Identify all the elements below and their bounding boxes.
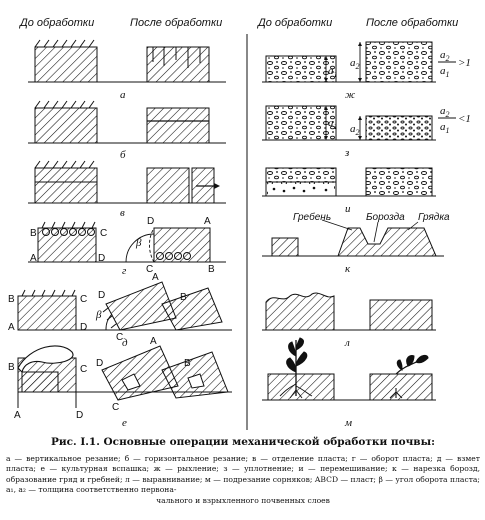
ratio-num-z: $a_2$ (440, 105, 450, 119)
point-c-e2: C (112, 402, 120, 413)
point-d-e2: D (96, 358, 104, 369)
point-b-d2: B (180, 292, 187, 303)
point-b-g: B (30, 228, 37, 239)
ratio-den-z: $a_1$ (440, 121, 450, 135)
caption-title: Рис. I.1. Основные операции механической обработки почвы: (50, 436, 436, 448)
panel-b (28, 101, 226, 161)
a1-label-zh: $a_1$ (328, 65, 338, 79)
panel-label-m: м (345, 417, 353, 429)
point-b-e2: B (184, 358, 191, 369)
panel-m (262, 338, 436, 429)
point-b-d: B (8, 294, 15, 305)
point-c-d: C (80, 294, 88, 305)
point-b-g2: B (208, 264, 215, 275)
panel-g (28, 216, 226, 277)
point-a-d: A (8, 322, 15, 333)
point-c-g2: C (146, 264, 154, 275)
caption-legend (6, 454, 480, 506)
panel-v (28, 161, 226, 219)
header-left-before: До обработки (20, 17, 95, 29)
point-d-e1: D (76, 410, 84, 421)
beta-g: β (136, 237, 142, 249)
point-a-g2: A (204, 216, 211, 227)
point-d-d1: D (80, 322, 88, 333)
a2-label-z: $a_2$ (350, 123, 360, 137)
panel-label-a: а (120, 89, 126, 101)
furrow-label: Борозда (366, 212, 405, 223)
header-left-after: После обработки (130, 17, 223, 29)
ratio-num-zh: $a_2$ (440, 49, 450, 63)
bed-label: Грядка (418, 212, 450, 223)
panel-i (262, 168, 436, 215)
a1-label-z: $a_1$ (328, 117, 338, 131)
panel-k (262, 211, 450, 275)
a2-label-zh: $a_2$ (350, 57, 360, 71)
header-right-before: До обработки (258, 17, 333, 29)
point-c-d2: C (116, 332, 124, 343)
panel-e (8, 336, 232, 429)
header-right-after: После обработки (366, 17, 459, 29)
point-d-g2: D (147, 216, 155, 227)
ratio-gt: >1 (458, 57, 471, 69)
caption-legend-text: а — вертикальное резание; б — горизонтальное резание; в — отделение пласта; г — оборот пласта; д — взмет пласта; е — культурная вспашка; ж — рыхление; з — уплотнение; и — перемешивание; к — нарезка борозд, образование гряд и гребней; л — выравнивание; м — подрезание сорняков; ABCD — пласт; β — угол оборота пласта; a₁, a₂ — толщина соответственно первона- (6, 454, 480, 495)
panel-label-v: в (120, 207, 125, 219)
panel-d (8, 272, 232, 349)
panel-label-b: б (120, 149, 126, 161)
panel-label-d: д (122, 337, 128, 349)
beta-d: β (96, 309, 102, 321)
panel-a (28, 40, 226, 101)
panel-label-i: и (345, 203, 351, 215)
point-d-d2: D (98, 290, 106, 301)
panel-label-k: к (345, 263, 351, 275)
ratio-den-zh: $a_1$ (440, 65, 450, 79)
figure-caption (6, 436, 480, 506)
point-c-e: C (80, 364, 88, 375)
panel-label-zh: ж (345, 89, 356, 101)
panel-l (262, 293, 436, 349)
panel-label-z: з (345, 147, 350, 159)
panel-label-l: л (345, 337, 350, 349)
caption-legend-end: чального и взрыхленного почвенных слоев (156, 495, 330, 505)
panel-label-e: е (122, 417, 127, 429)
panel-zh (262, 42, 471, 101)
point-b-e: B (8, 362, 15, 373)
panel-label-g: г (122, 265, 127, 277)
point-a-g: A (30, 253, 37, 264)
point-a-d2: A (152, 272, 159, 283)
ridge-label: Гребень (293, 212, 332, 223)
panel-z (262, 105, 471, 159)
point-a-e: A (14, 410, 21, 421)
point-d-g1: D (98, 253, 106, 264)
ratio-lt: <1 (458, 113, 471, 125)
point-c-g: C (100, 228, 108, 239)
point-a-e2: A (150, 336, 157, 347)
